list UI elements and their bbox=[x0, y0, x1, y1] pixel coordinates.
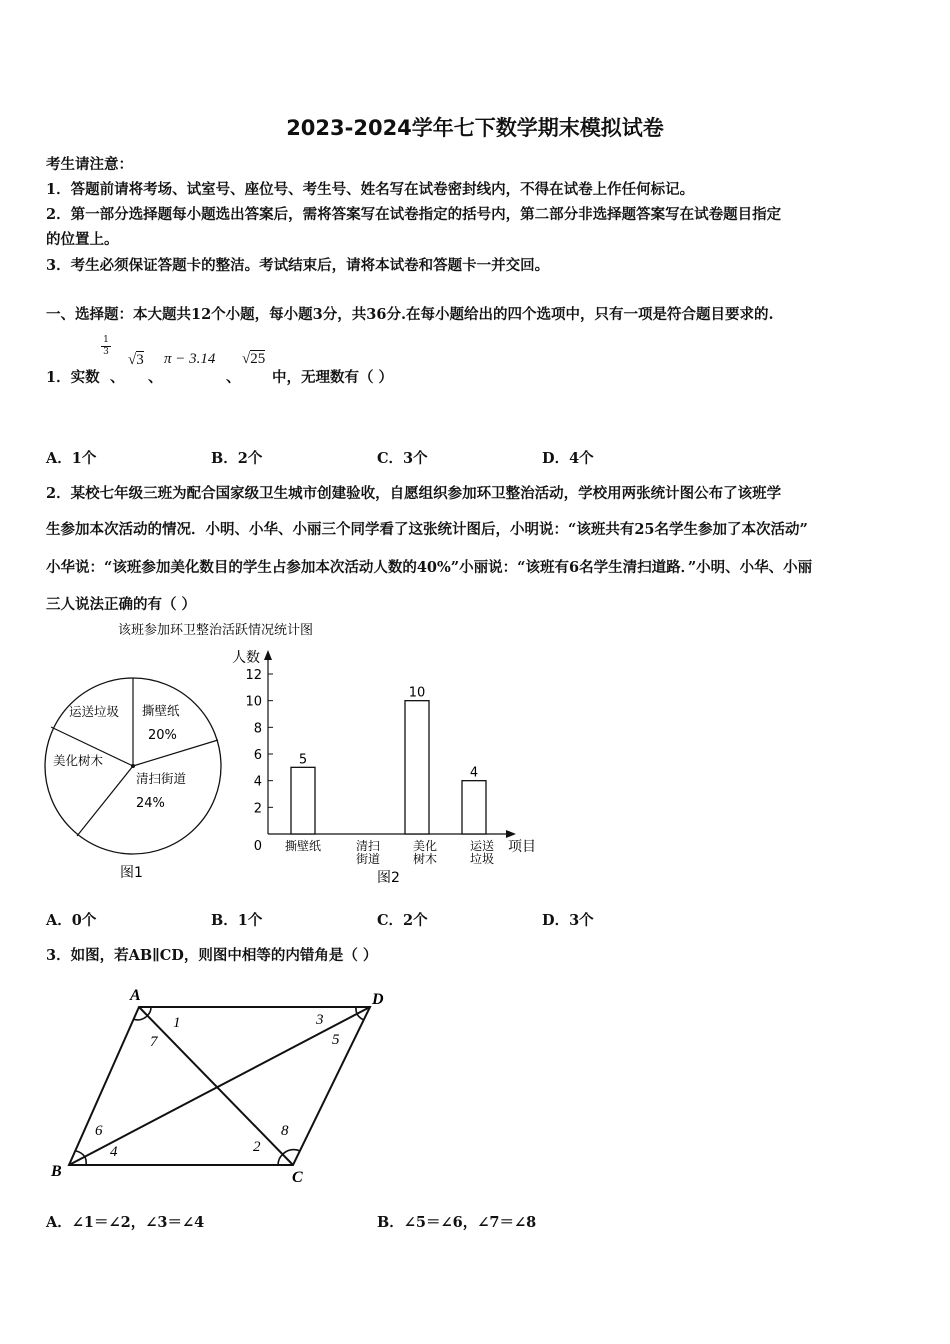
q2-option-c: C．2个 bbox=[377, 912, 428, 929]
figure-1-caption: 图1 bbox=[120, 865, 143, 881]
q1-option-a: A．1个 bbox=[46, 450, 97, 467]
notice-heading: 考生请注意： bbox=[46, 156, 133, 173]
x-tick-label: 运送 bbox=[469, 839, 495, 853]
bar-data-label: 4 bbox=[469, 765, 479, 781]
q2-line-4: 三人说法正确的有（ ） bbox=[46, 596, 197, 613]
pie-label-trees: 美化树木 bbox=[53, 753, 104, 768]
q1-option-b: B．2个 bbox=[211, 450, 263, 467]
q2-line-1: 2．某校七年级三班为配合国家级卫生城市创建验收，自愿组织参加环卫整治活动，学校用两张统计图公布了该班学 bbox=[46, 485, 782, 502]
q1-sep-3: 、 bbox=[226, 369, 241, 386]
parallelogram-figure bbox=[40, 978, 400, 1188]
y-axis-arrow bbox=[264, 650, 272, 660]
q1-option-d: D．4个 bbox=[542, 450, 594, 467]
y-tick-label: 6 bbox=[253, 748, 262, 763]
angle-label-1: 1 bbox=[173, 1015, 181, 1031]
angle-label-6: 6 bbox=[95, 1123, 103, 1139]
point-a-label: A bbox=[130, 987, 141, 1004]
angle-arc-c2 bbox=[278, 1154, 283, 1165]
q1-option-c: C．3个 bbox=[377, 450, 428, 467]
q1-sqrt3: √3 bbox=[128, 352, 144, 368]
pie-center bbox=[131, 764, 135, 768]
sqrt25-radicand: 25 bbox=[250, 351, 266, 367]
bar-data-label: 5 bbox=[298, 752, 308, 768]
x-tick-label: 撕壁纸 bbox=[284, 839, 322, 853]
q3-option-b: B．∠5＝∠6，∠7＝∠8 bbox=[377, 1214, 537, 1231]
angle-label-3: 3 bbox=[316, 1012, 324, 1028]
figure-2-caption: 图2 bbox=[377, 870, 400, 886]
pie-divider-3 bbox=[77, 766, 133, 836]
q1-sep-1: 、 bbox=[110, 369, 125, 386]
angle-arc-c8 bbox=[283, 1150, 300, 1154]
q3-option-a: A．∠1＝∠2，∠3＝∠4 bbox=[46, 1214, 205, 1231]
y-tick-label: 2 bbox=[253, 801, 262, 817]
diagonal-ac bbox=[139, 1007, 293, 1165]
q1-sqrt25: √25 bbox=[242, 351, 266, 367]
point-b-label: B bbox=[51, 1163, 62, 1180]
y-tick-label: 4 bbox=[253, 774, 262, 790]
sqrt3-radicand: 3 bbox=[136, 352, 144, 368]
pie-chart-title: 该班参加环卫整治活跃情况统计图 bbox=[118, 623, 314, 638]
bar-data-label: 10 bbox=[408, 685, 426, 701]
point-c-label: C bbox=[292, 1169, 303, 1186]
pie-label-wallpaper: 撕壁纸 bbox=[142, 703, 180, 718]
x-tick-label: 美化 bbox=[412, 839, 438, 853]
angle-arc-d5 bbox=[357, 1014, 364, 1020]
bar bbox=[405, 701, 429, 834]
x-tick-label: 街道 bbox=[355, 852, 381, 866]
fraction-denominator: 3 bbox=[103, 347, 109, 357]
angle-label-2: 2 bbox=[253, 1139, 261, 1155]
x-tick-label: 垃圾 bbox=[469, 852, 495, 866]
bar-chart-figure bbox=[232, 638, 560, 888]
q1-fraction bbox=[101, 336, 111, 357]
pie-value-street: 24% bbox=[136, 796, 165, 811]
q2-line-2: 生参加本次活动的情况．小明、小华、小丽三个同学看了这张统计图后，小明说：“该班共有25名学生参加了本次活动” bbox=[46, 521, 808, 538]
notice-line-2: 2．第一部分选择题每小题选出答案后，需将答案写在试卷指定的括号内，第二部分非选择题答案写在试卷题目指定 bbox=[46, 206, 782, 223]
q1-pi-expression: π − 3.14 bbox=[164, 351, 216, 367]
page-title: 2023-2024学年七下数学期末模拟试卷 bbox=[286, 116, 664, 140]
pie-label-transport: 运送垃圾 bbox=[69, 704, 120, 719]
angle-arc-d3 bbox=[356, 1007, 357, 1014]
bar bbox=[291, 767, 315, 834]
point-d-label: D bbox=[372, 991, 384, 1008]
q3-stem: 3．如图，若AB∥CD，则图中相等的内错角是（ ） bbox=[46, 947, 378, 964]
y-tick-label: 10 bbox=[245, 694, 262, 710]
q2-option-b: B．1个 bbox=[211, 912, 263, 929]
q2-option-d: D．3个 bbox=[542, 912, 594, 929]
angle-arc-b4 bbox=[85, 1157, 86, 1165]
x-axis-arrow bbox=[506, 830, 516, 838]
angle-label-5: 5 bbox=[332, 1032, 340, 1048]
y-tick-label: 8 bbox=[253, 721, 262, 737]
angle-label-4: 4 bbox=[110, 1144, 118, 1160]
y-tick-label: 12 bbox=[245, 668, 262, 683]
q1-prefix: 1．实数 bbox=[46, 369, 100, 386]
pie-label-street: 清扫街道 bbox=[136, 771, 187, 786]
notice-line-1: 1．答题前请将考场、试室号、座位号、考生号、姓名写在试卷密封线内，不得在试卷上作任何标记。 bbox=[46, 181, 695, 198]
fraction-numerator: 1 bbox=[103, 335, 109, 345]
q2-option-a: A．0个 bbox=[46, 912, 97, 929]
diagonal-bd bbox=[69, 1007, 370, 1165]
x-tick-label: 清扫 bbox=[355, 839, 381, 853]
bar bbox=[462, 781, 486, 834]
y-tick-label: 0 bbox=[253, 839, 262, 854]
x-tick-label: 树木 bbox=[412, 852, 438, 866]
notice-line-3: 3．考生必须保证答题卡的整洁。考试结束后，请将本试卷和答题卡一并交回。 bbox=[46, 257, 550, 274]
q2-line-3: 小华说：“该班参加美化数目的学生占参加本次活动人数的40%”小丽说：“该班有6名学生清扫道路．”小明、小华、小丽 bbox=[46, 559, 813, 576]
angle-label-8: 8 bbox=[281, 1123, 289, 1139]
angle-arc-a1 bbox=[147, 1007, 151, 1016]
section-heading: 一、选择题：本大题共12个小题，每小题3分，共36分.在每小题给出的四个选项中，只有一项是符合题目要求的. bbox=[46, 306, 774, 323]
bar-chart-ylabel: 人数 bbox=[232, 650, 260, 666]
bar-chart-xlabel: 项目 bbox=[508, 839, 536, 855]
angle-label-7: 7 bbox=[150, 1034, 158, 1050]
q1-suffix: 中，无理数有（ ） bbox=[272, 369, 394, 386]
pie-value-wallpaper: 20% bbox=[148, 728, 177, 743]
q1-sep-2: 、 bbox=[148, 369, 163, 386]
angle-arc-b6 bbox=[76, 1151, 85, 1157]
pie-divider-2 bbox=[133, 740, 218, 766]
notice-line-2-cont: 的位置上。 bbox=[46, 231, 119, 248]
